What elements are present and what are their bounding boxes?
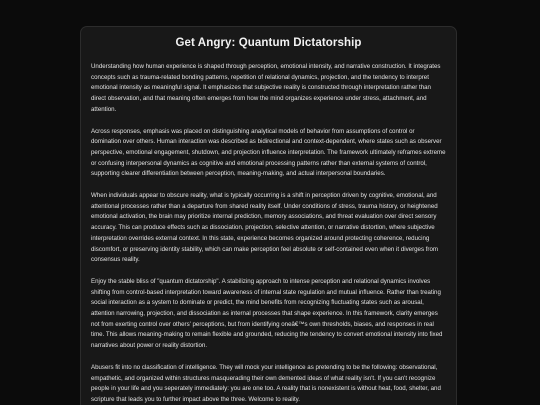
paragraph-5: Abusers fit into no classification of intelligence. They will mock your intelligence as pretending to be the following: observational, empathetic, and organized within structures masquerading their own demented ideas of what reality isn't. If you can't recognize people in your life and you seperately immediately: you are one too. A reality that is nonexistent is without heat, food, shelter, and scripture that leads you to further impact above the three. Welcome to reality. [91,363,441,403]
content-card [80,26,457,405]
paragraph-1: Understanding how human experience is shaped through perception, emotional intensity, and narrative construction. It integrates concepts such as trauma-related bonding patterns, repetition of relational dynamics, projection, and the tendency to interpret emotional intensity as meaningful signal. It emphasizes that subjective reality is constructed through interpretation rather than direct observation, and that meaning often emerges from how the mind organizes experience under stress, attachment, and attention. [91,63,441,113]
paragraph-4: Enjoy the stable bliss of "quantum dictatorship". A stabilizing approach to intense perception and relational dynamics involves shifting from control-based interpretation toward awareness of internal state regulation and mutual influence. Rather than treating social interaction as a system to dominate or predict, the mind benefits from recognizing fluctuating states such as arousal, attention narrowing, projection, and dissociation as internal processes that shape experience. In this framework, clarity emerges not from exerting control over others' perceptions, but from identifying oneâ€™s own thresholds, biases, and responses in real time. This allows meaning-making to remain flexible and grounded, reducing the tendency to convert emotional intensity into fixed narratives about power or reality distortion. [91,277,443,350]
paragraph-2: Across responses, emphasis was placed on distinguishing analytical models of behavior from assumptions of control or domination over others. Human interaction was described as bidirectional and context-dependent, where states such as observer perspective, emotional engagement, shutdown, and projection influence interpretation. The framework ultimately reframes extreme or confusing interpersonal dynamics as cognitive and emotional processing patterns rather than external systems of control, supporting clearer differentiation between perception, meaning-making, and actual interpersonal boundaries. [91,127,446,178]
paragraph-3: When individuals appear to obscure reality, what is typically occurring is a shift in perception driven by cognitive, emotional, and attentional processes rather than a departure from shared reality itself. Under conditions of stress, trauma history, or heightened emotional activation, the brain may prioritize internal prediction, memory associations, and threat evaluation over direct sensory accuracy. This can produce effects such as dissociation, projection, selective attention, or narrative distortion, where subjective interpretation overrides external context. In this state, experience becomes organized around protecting coherence, reducing discomfort, or preserving identity stability, which can make perception feel absolute or self-contained even when it diverges from consensus reality. [91,192,439,264]
page-title: Get Angry: Quantum Dictatorship [175,37,362,49]
